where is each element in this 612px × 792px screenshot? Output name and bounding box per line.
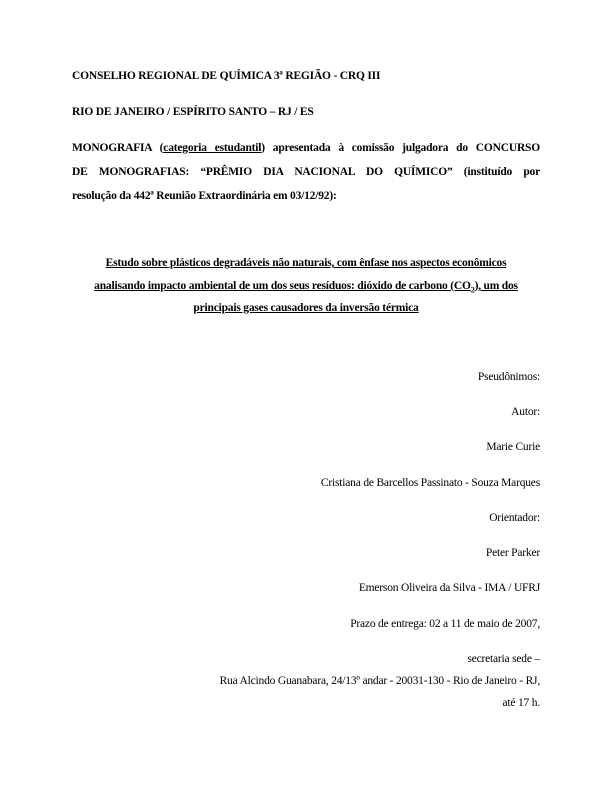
advisor-name: Emerson Oliveira da Silva - IMA / UFRJ xyxy=(358,582,540,594)
intro-line-1 xyxy=(72,142,540,154)
pseudonyms-label: Pseudônimos: xyxy=(477,371,540,383)
intro-suffix: ) apresentada à comissão julgadora do CONCURSO xyxy=(261,142,540,154)
intro-line-3: resolução da 442ª Reunião Extraordinária em 03/12/92): xyxy=(72,190,337,202)
author-pseudonym: Marie Curie xyxy=(486,441,540,453)
intro-line-2: DE MONOGRAFIAS: “PRÊMIO DIA NACIONAL DO QUÍMICO” (instituído por xyxy=(72,166,540,178)
title-line-3: principais gases causadores da inversão térmica xyxy=(193,302,419,314)
title-line-1: Estudo sobre plásticos degradáveis não naturais, com ênfase nos aspectos econômicos xyxy=(105,257,507,269)
intro-prefix: MONOGRAFIA ( xyxy=(72,142,164,154)
region-heading: RIO DE JANEIRO / ESPÍRITO SANTO – RJ / ES xyxy=(72,106,314,118)
council-heading: CONSELHO REGIONAL DE QUÍMICA 3ª REGIÃO - CRQ III xyxy=(72,70,381,82)
co2-subscript: 2 xyxy=(470,285,475,295)
advisor-label: Orientador: xyxy=(489,512,540,524)
advisor-pseudonym: Peter Parker xyxy=(485,547,540,559)
category-text: categoria estudantil xyxy=(163,142,262,154)
deadline-text: Prazo de entrega: 02 a 11 de maio de 2007, xyxy=(350,618,540,630)
title-line-2 xyxy=(72,280,540,294)
author-name: Cristiana de Barcellos Passinato - Souza Marques xyxy=(320,477,540,489)
title-line-2-prefix: analisando impacto ambiental de um dos seus resíduos: dióxido de carbono (CO xyxy=(94,280,471,292)
title-line-2-suffix: ), um dos xyxy=(474,280,518,292)
office-text: secretaria sede – xyxy=(467,653,540,665)
time-text: até 17 h. xyxy=(502,697,540,709)
author-label: Autor: xyxy=(511,406,540,418)
address-text: Rua Alcindo Guanabara, 24/13º andar - 20031-130 - Rio de Janeiro - RJ, xyxy=(219,675,540,687)
